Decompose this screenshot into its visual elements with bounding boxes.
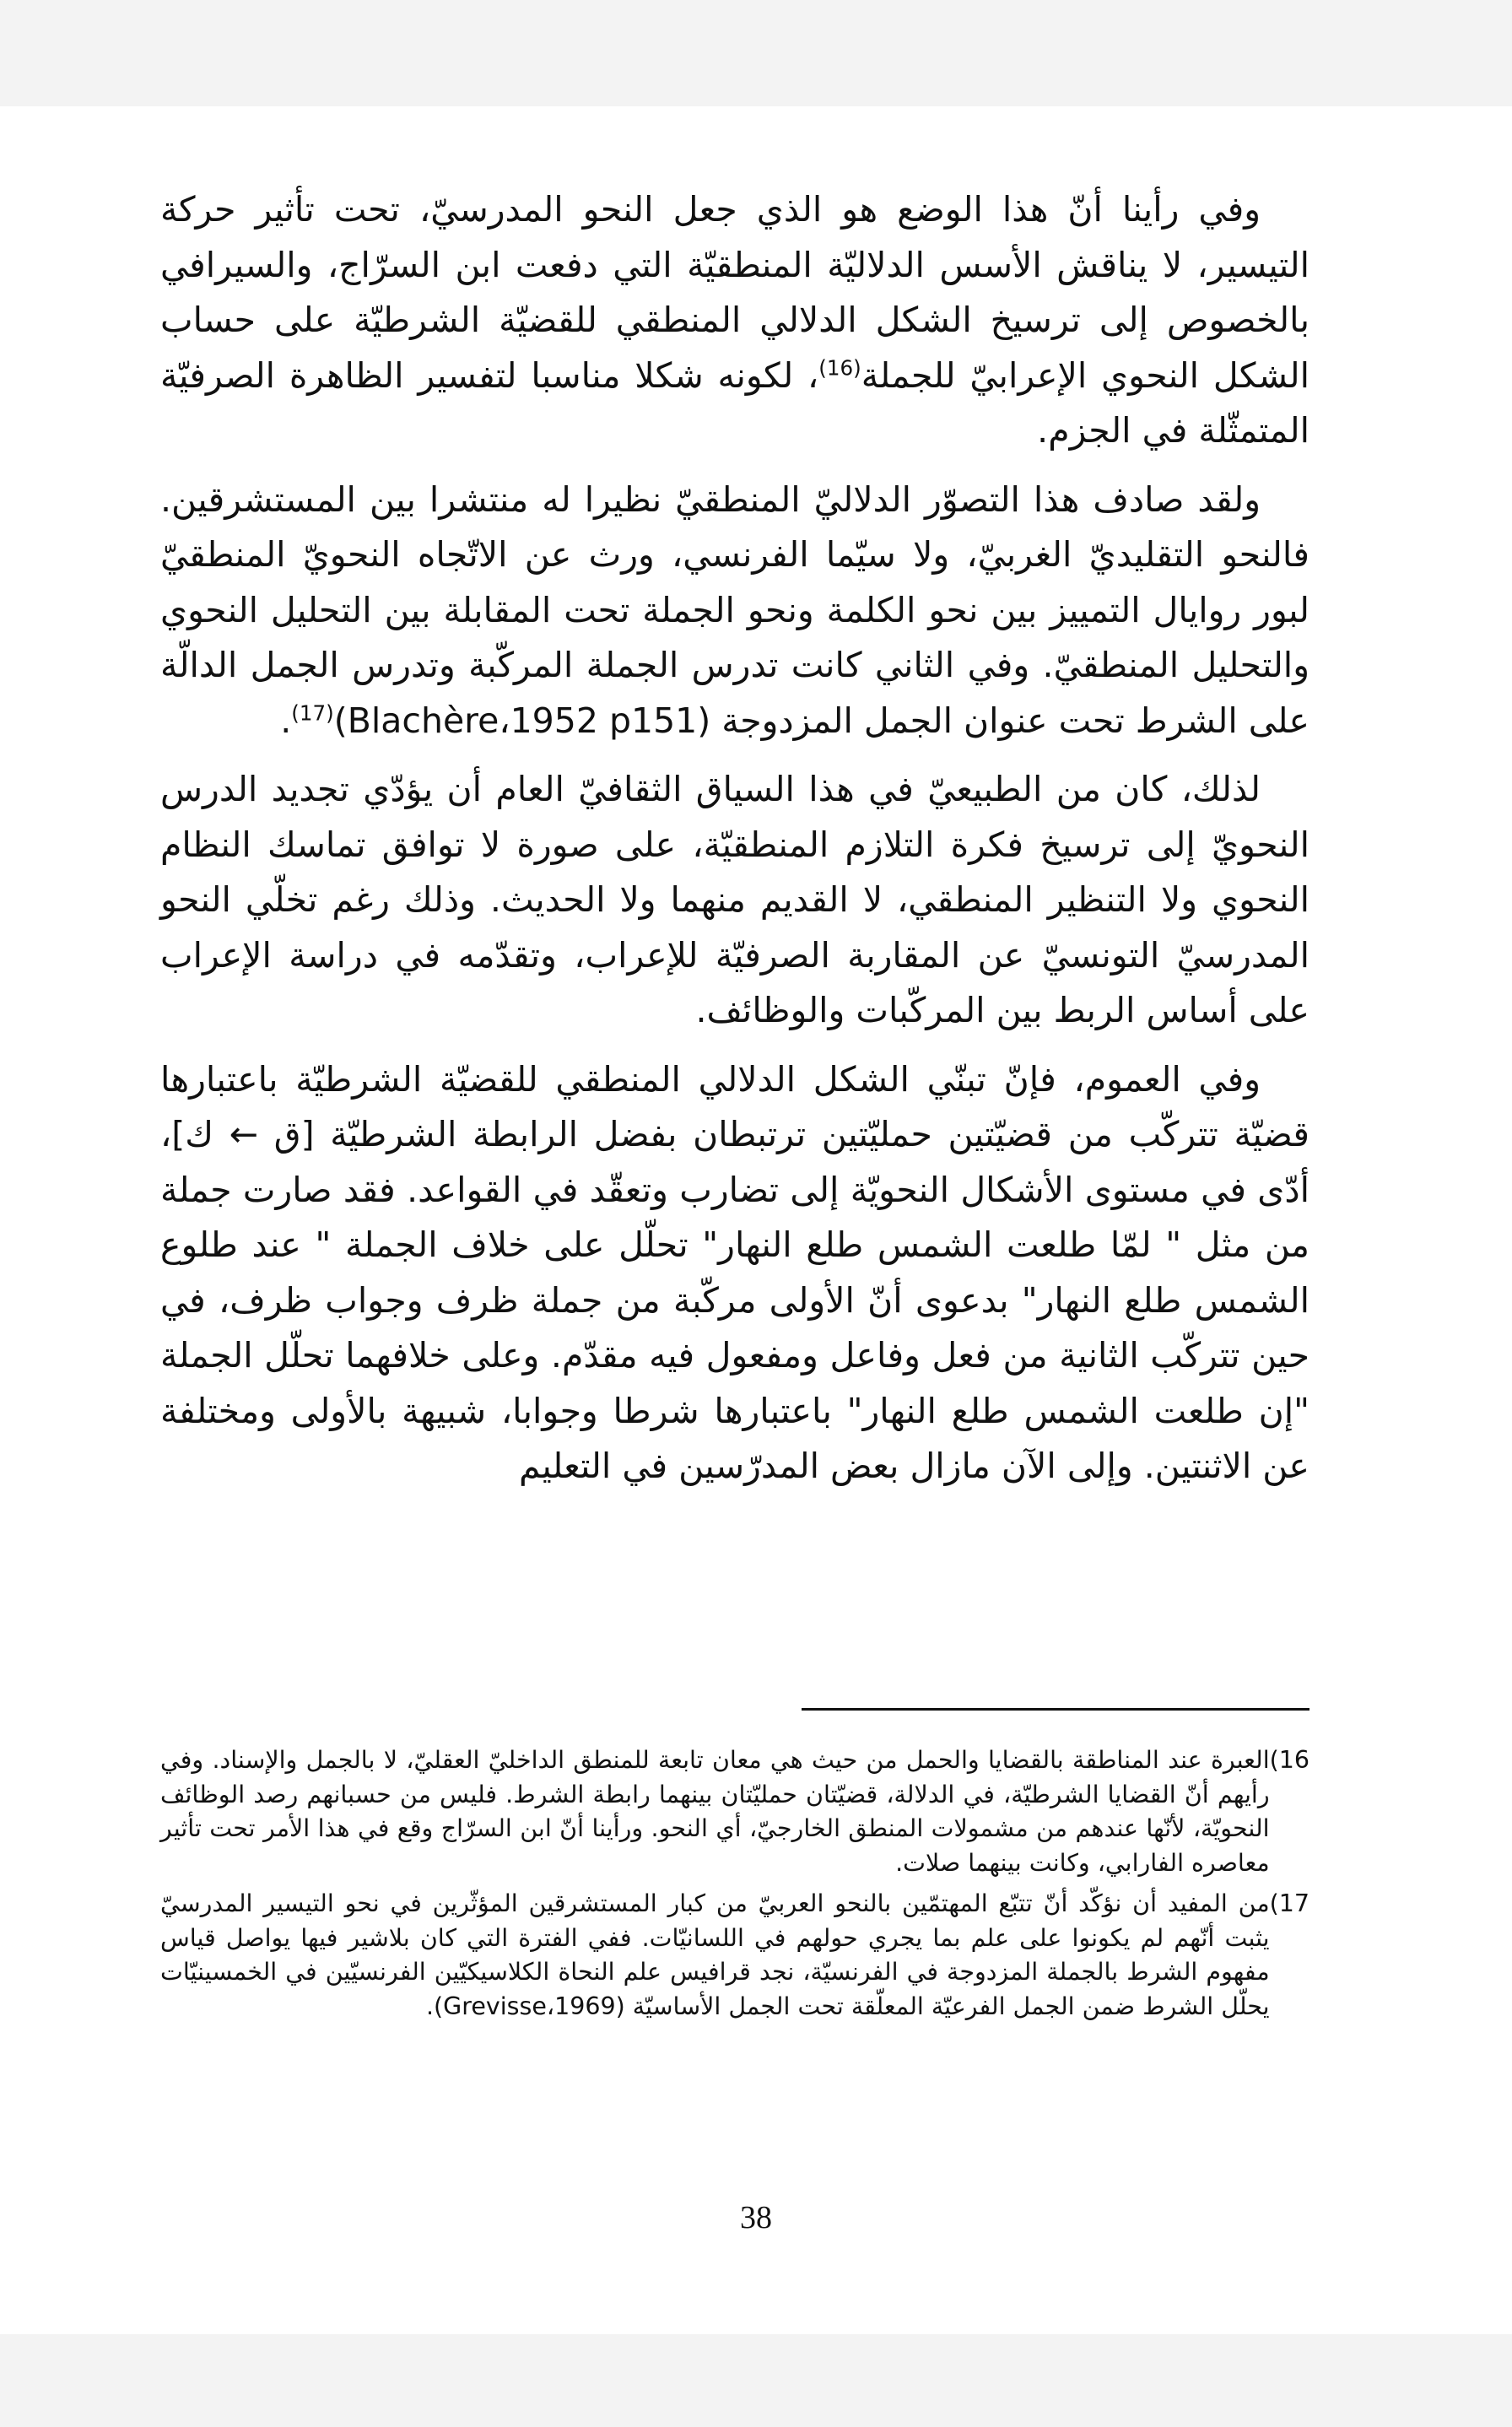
paragraph-4-text: وفي العموم، فإنّ تبنّي الشكل الدلالي المنطقي للقضيّة الشرطيّة باعتبارها قضيّة تتركّب من قضيّتين حمليّتين ترتبطان بفضل الرابطة الشرطيّة [ق ← ك]، أدّى في مستوى الأشكال النحويّة إلى تضارب وتعقّد في القواعد. فقد صارت جملة من مثل " لمّا طلعت الشمس طلع النهار" تحلّل على خلاف الجملة " عند طلوع الشمس طلع النهار" بدعوى أنّ الأولى مركّبة من جملة ظرف وجواب ظرف، في حين تتركّب الثانية من فعل وفاعل ومفعول فيه مقدّم. وعلى خلافهما تحلّل الجملة "إن طلعت الشمس طلع النهار" باعتبارها شرطا وجوابا، شبيهة بالأولى ومختلفة عن الاثنتين. وإلى الآن مازال بعض المدرّسين في التعليم — [160, 1058, 1310, 1486]
paragraph-1 — [160, 182, 1310, 459]
document-page — [0, 106, 1512, 2334]
footnote-17-text: من المفيد أن نؤكّد أنّ تتبّع المهتمّين بالنحو العربيّ من كبار المستشرقين المؤثّرين في نحو التيسير المدرسيّ يثبت أنّهم لم يكونوا على علم بما يجري حولهم في اللسانيّات. ففي الفترة التي كان بلاشير فيها يواصل قياس مفهوم الشرط بالجملة المزدوجة في الفرنسيّة، نجد قرافيس علم النحاة الكلاسيكيّين الفرنسيّين في الخمسينيّات يحلّل الشرط ضمن الجمل الفرعيّة المعلّقة تحت الجمل الأساسيّة (Grevisse،1969). — [160, 1889, 1270, 2020]
footnote-ref-17[interactable]: (17) — [291, 700, 334, 725]
paragraph-2-tail: . — [280, 700, 292, 741]
footnote-ref-16[interactable]: (16) — [818, 354, 861, 380]
paragraph-3 — [160, 762, 1310, 1039]
paragraph-1-tail: ، لكونه شكلا مناسبا لتفسير الظاهرة الصرفيّة المتمثّلة في الجزم. — [160, 354, 1310, 451]
footnote-16 — [160, 1743, 1310, 1880]
footnote-17-number: 17) — [1269, 1889, 1310, 1917]
footnote-16-number: 16) — [1269, 1746, 1310, 1774]
paragraph-2 — [160, 473, 1310, 749]
footnote-separator — [802, 1708, 1310, 1711]
page-number: 38 — [740, 2200, 772, 2235]
paragraph-3-text: لذلك، كان من الطبيعيّ في هذا السياق الثقافيّ العام أن يؤدّي تجديد الدرس النحويّ إلى ترسيخ فكرة التلازم المنطقيّة، على صورة لا توافق تماسك النظام النحوي ولا التنظير المنطقي، لا القديم منهما ولا الحديث. وذلك رغم تخلّي النحو المدرسيّ التونسيّ عن المقاربة الصرفيّة للإعراب، وتقدّمه في دراسة الإعراب على أساس الربط بين المركّبات والوظائف. — [160, 769, 1310, 1030]
footnote-17 — [160, 1887, 1310, 2024]
footnote-16-text: العبرة عند المناطقة بالقضايا والحمل من حيث هي معان تابعة للمنطق الداخليّ العقليّ، لا بالجمل والإسناد. وفي رأيهم أنّ القضايا الشرطيّة، في الدلالة، قضيّتان حمليّتان بينهما رابطة الشرط. فليس من حسبانهم رصد الوظائف النحويّة، لأنّها عندهم من مشمولات المنطق الخارجيّ، أي النحو. ورأينا أنّ ابن السرّاج وقع في هذا الأمر تحت تأثير معاصره الفارابي، وكانت بينهما صلات. — [160, 1746, 1270, 1877]
paragraph-4 — [160, 1052, 1310, 1495]
paragraph-2-text: ولقد صادف هذا التصوّر الدلاليّ المنطقيّ نظيرا له منتشرا بين المستشرقين. فالنحو التقليديّ الغربيّ، ولا سيّما الفرنسي، ورث عن الاتّجاه النحويّ المنطقيّ لبور روايال التمييز بين نحو الكلمة ونحو الجملة تحت المقابلة بين التحليل النحوي والتحليل المنطقيّ. وفي الثاني كانت تدرس الجملة المركّبة وتدرس الجمل الدالّة على الشرط تحت عنوان الجمل المزدوجة (Blachère،1952 p151) — [160, 478, 1310, 741]
footnotes — [160, 1743, 1310, 2030]
paragraph-1-text: وفي رأينا أنّ هذا الوضع هو الذي جعل النحو المدرسيّ، تحت تأثير حركة التيسير، لا يناقش الأسس الدلاليّة المنطقيّة التي دفعت ابن السرّاج، والسيرافي بالخصوص إلى ترسيخ الشكل الدلالي المنطقي للقضيّة الشرطيّة على حساب الشكل النحوي الإعرابيّ للجملة — [160, 189, 1310, 396]
body-text — [160, 182, 1310, 1508]
